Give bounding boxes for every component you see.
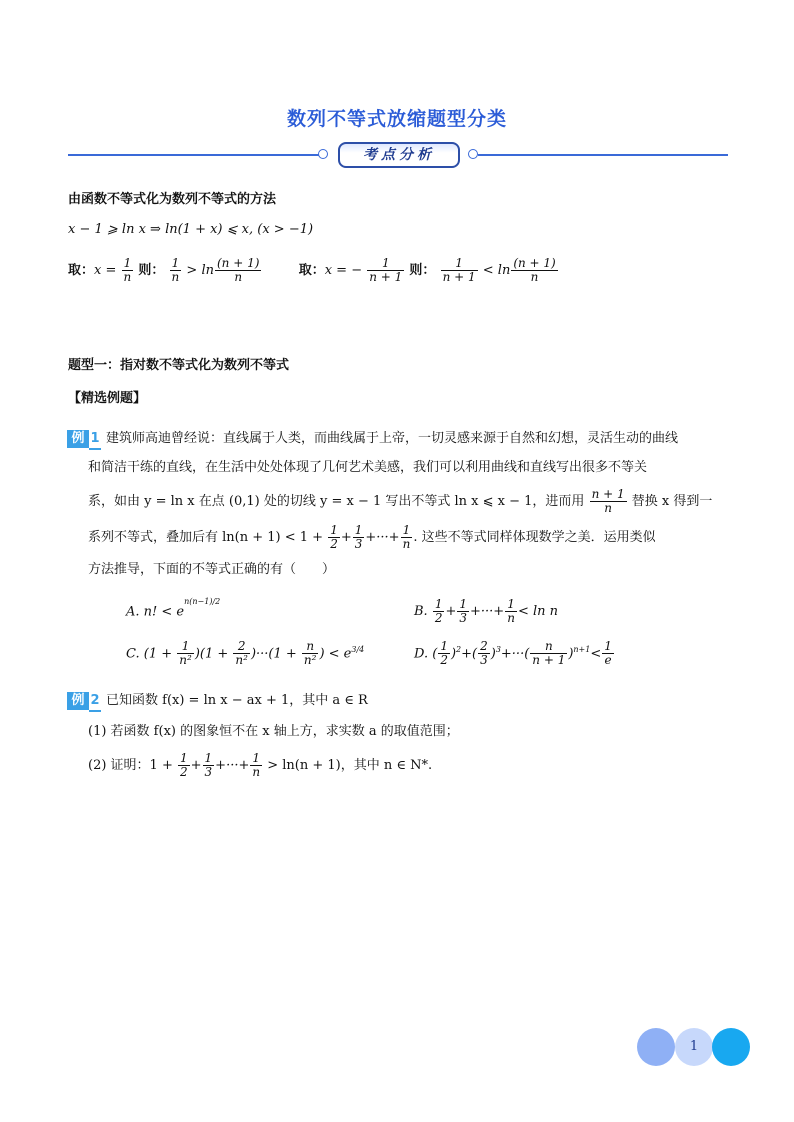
example-1-number: 1 [89,430,101,450]
header-rule-right [478,154,728,156]
option-c: C. (1 + $\frac{1}{\text{n²}}$ )(1 + $\frac{2}{\text{n²}}$ )···(1 + $\frac{n}{\text{n²}}$ ) < $e^{3/4}$ [126,639,365,668]
section-heading: 题型一：指对数不等式化为数列不等式 [68,358,290,373]
frac-1-over-np1: $\frac{1}{n + 1}$ [369,256,403,284]
page-number: 1 [675,1028,713,1066]
example-2-q2a: (2) 证明：1 + [88,758,173,773]
option-d: D. ( $\frac{1}{2}$ )$^2$+( $\frac{2}{3}$ )$^3$+···( $\frac{n}{n + 1}$ )$^{n+1}$< $\frac{1}{e}$ [414,639,612,668]
method-formula: x − 1 ⩾ ln x ⇒ ln(1 + x) ⩽ x, (x > −1) [68,222,314,237]
then1-label: 则： [138,263,165,278]
method-heading: 由函数不等式化为数列不等式的方法 [68,192,277,207]
example-2-stem: 已知函数 f(x) = ln x − ax + 1，其中 a ∈ R [106,693,368,708]
example-2-number: 2 [89,692,101,712]
frac-1-over-np1-b: $\frac{1}{n + 1}$ [442,256,476,284]
option-d-label: D. [414,646,429,662]
take2-label: 取： [298,263,325,278]
example-1-line5: 方法推导，下面的不等式正确的有（ ） [88,562,336,577]
example-1-line4: 系列不等式，叠加后有 ln(n + 1) < 1 + $\frac{1}{2}$ + $\frac{1}{3}$ +···+ $\frac{1}{n}$ . 这些不等式同样体现数学之美．运用类似 [88,523,656,551]
option-a: A. n! < $e^{n(n-1)/2}$ [126,597,221,620]
option-b-label: B. [414,604,428,619]
header-rule-left [68,154,320,156]
example-2-q2b: > ln(n + 1)，其中 n ∈ N*. [267,758,433,773]
example-1-line4a: 系列不等式，叠加后有 ln(n + 1) < 1 + [88,530,324,545]
example-1-tag: 例 [67,430,89,448]
example-1-line2: 和简洁干练的直线，在生活中处处体现了几何艺术美感，我们可以利用曲线和直线写出很多不等关 [88,460,648,475]
take1-sub: x = [94,263,117,278]
then2-label: 则： [409,263,436,278]
header-rule-dot-right [468,149,478,159]
example-1-line4b: 这些不等式同样体现数学之美．运用类似 [421,530,656,545]
frac-np1-over-n-c: $\frac{n + 1}{n}$ [591,487,625,515]
page-title: 数列不等式放缩题型分类 [286,108,507,130]
examples-label: 【精选例题】 [68,391,147,406]
frac-1-over-n-b: $\frac{1}{n}$ [171,256,180,284]
example-1-line3b: 替换 x 得到一 [631,494,713,509]
frac-np1-over-n: $\frac{(n + 1)}{n}$ [216,256,260,284]
frac-np1-over-n-b: $\frac{(n + 1)}{n}$ [513,256,556,284]
example-1-line3 [88,488,712,515]
footer-circle-right [712,1028,750,1066]
example-2-q2: (2) 证明：1 + $\frac{1}{2}$ + $\frac{1}{3}$ +···+ $\frac{1}{n}$ > ln(n + 1)，其中 n ∈ N*. [88,751,433,779]
example-2-tag: 例 [67,692,89,710]
section-badge: 考点分析 [338,142,460,168]
take2-sub: x = − [324,263,363,278]
example-2-q1: (1) 若函数 f(x) 的图象恒不在 x 轴上方，求实数 a 的取值范围； [88,724,459,739]
frac-1-over-n: $\frac{1}{n}$ [123,256,132,284]
option-c-label: C. [126,646,140,662]
option-a-label: A. n! < e [126,604,185,620]
footer-circle-left [637,1028,675,1066]
take1-label: 取： [68,263,95,278]
option-b: B. $\frac{1}{2}$ + $\frac{1}{3}$ +···+ $\frac{1}{n}$ < ln n [414,597,558,625]
method-substitution-line: 取：x = $\frac{1}{n}$ 则： $\frac{1}{n}$ > ln $\frac{(n + 1)}{n}$ 取：x = − $\frac{1}{n + 1}$ 则： $\frac{1}{n + 1}$ < ln $\frac{(n + 1)}{n}$ [68,256,556,284]
example-1-line1: 建筑师高迪曾经说：直线属于人类，而曲线属于上帝，一切灵感来源于自然和幻想，灵活生动的曲线 [106,431,679,446]
example-1-line3a: 系，如由 y = ln x 在点 (0,1) 处的切线 y = x − 1 写出不等式 ln x ⩽ x − 1，进而用 [88,494,585,509]
header-rule-dot-left [318,149,328,159]
